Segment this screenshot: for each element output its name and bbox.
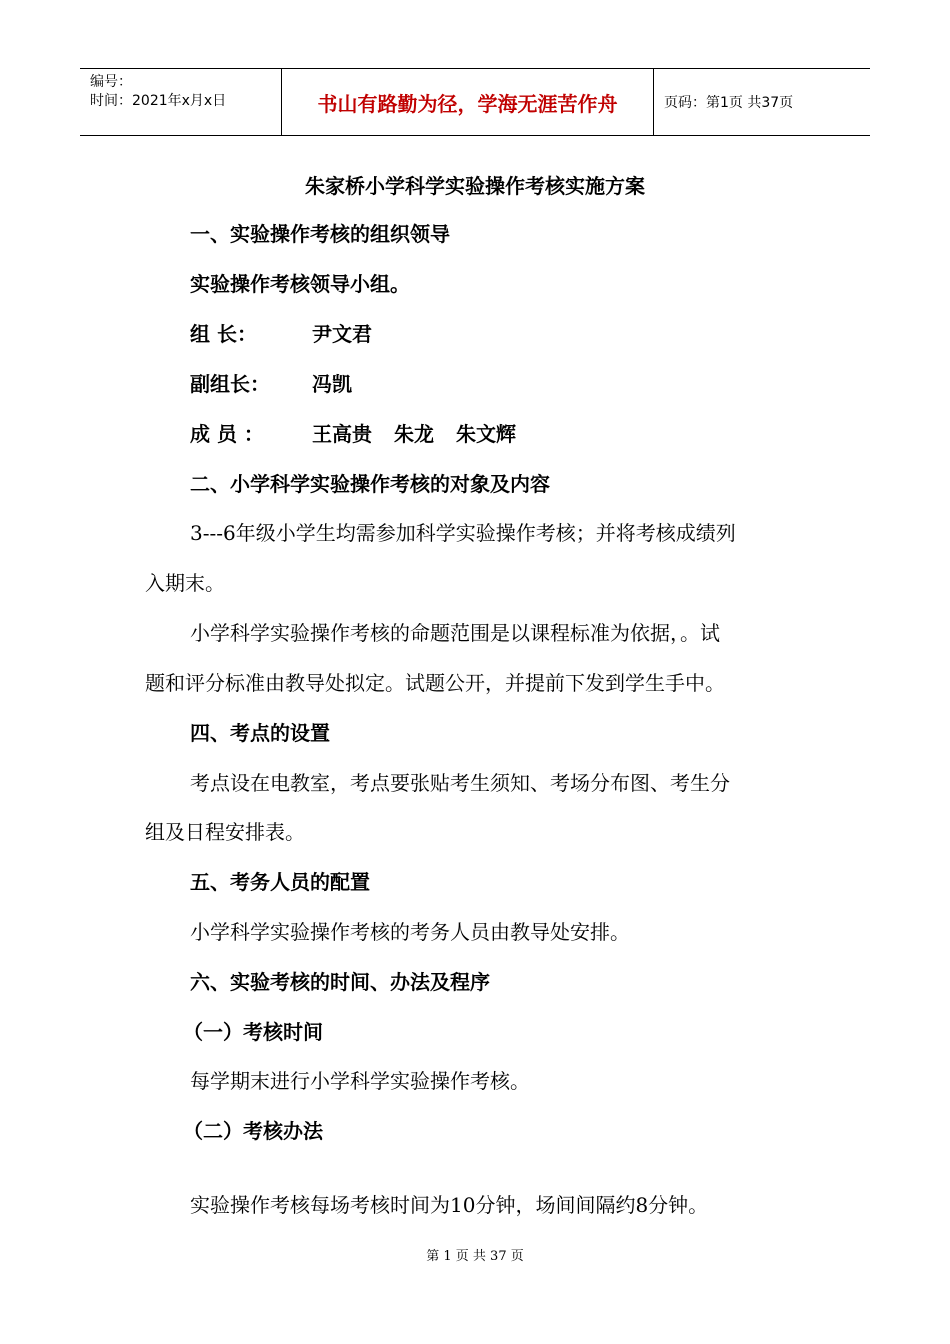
member-names xyxy=(312,422,538,446)
section-4-heading: 四、考点的设置 xyxy=(190,721,330,745)
section-5-heading: 五、考务人员的配置 xyxy=(190,870,370,894)
section-2-heading: 二、小学科学实验操作考核的对象及内容 xyxy=(190,472,550,496)
section-6-subheading-1: （一）考核时间 xyxy=(183,1020,323,1044)
leader-row xyxy=(190,320,372,348)
page-footer: 第 1 页 共 37 页 xyxy=(426,1249,524,1264)
paragraph-line: 考点设在电教室，考点要张贴考生须知、考场分布图、考生分 xyxy=(190,771,730,795)
document-number-label: 编号： xyxy=(90,74,132,90)
paragraph-line: 小学科学实验操作考核的考务人员由教导处安排。 xyxy=(190,920,630,944)
header-motto-cell xyxy=(282,69,654,135)
section-1-heading: 一、实验操作考核的组织领导 xyxy=(190,222,450,246)
paragraph-line: 实验操作考核每场考核时间为10分钟，场间间隔约8分钟。 xyxy=(190,1193,709,1217)
header-motto: 书山有路勤为径，学海无涯苦作舟 xyxy=(317,91,618,116)
vice-leader-label: 副组长： xyxy=(190,372,270,396)
members-label: 成 员 ： xyxy=(190,422,264,446)
section-6-heading: 六、实验考核的时间、办法及程序 xyxy=(190,970,490,994)
paragraph-line: 题和评分标准由教导处拟定。试题公开，并提前下发到学生手中。 xyxy=(145,671,725,695)
vice-leader-name: 冯凯 xyxy=(312,372,352,396)
header-table xyxy=(80,68,870,136)
section-1-subheading: 实验操作考核领导小组。 xyxy=(190,272,410,296)
members-row xyxy=(190,420,538,448)
document-time-label: 时间：2021年x月x日 xyxy=(90,93,227,109)
paragraph-line: 组及日程安排表。 xyxy=(145,820,305,844)
paragraph-line: 每学期末进行小学科学实验操作考核。 xyxy=(190,1069,530,1093)
header-meta-cell xyxy=(80,69,282,135)
vice-leader-row xyxy=(190,370,352,398)
paragraph-line: 3---6年级小学生均需参加科学实验操作考核；并将考核成绩列 xyxy=(190,521,736,545)
header-page-cell xyxy=(654,69,870,135)
header-page-info: 页码：第1页 共37页 xyxy=(664,95,794,111)
paragraph-line: 小学科学实验操作考核的命题范围是以课程标准为依据，。试 xyxy=(190,621,720,645)
leader-label: 组 长： xyxy=(190,322,257,346)
section-6-subheading-2: （二）考核办法 xyxy=(183,1119,323,1143)
member-name: 朱文辉 xyxy=(456,422,516,446)
document-title: 朱家桥小学科学实验操作考核实施方案 xyxy=(305,174,645,198)
member-name: 王高贵 xyxy=(312,422,372,446)
leader-name: 尹文君 xyxy=(312,322,372,346)
member-name: 朱龙 xyxy=(394,422,434,446)
paragraph-line: 入期末。 xyxy=(145,571,225,595)
